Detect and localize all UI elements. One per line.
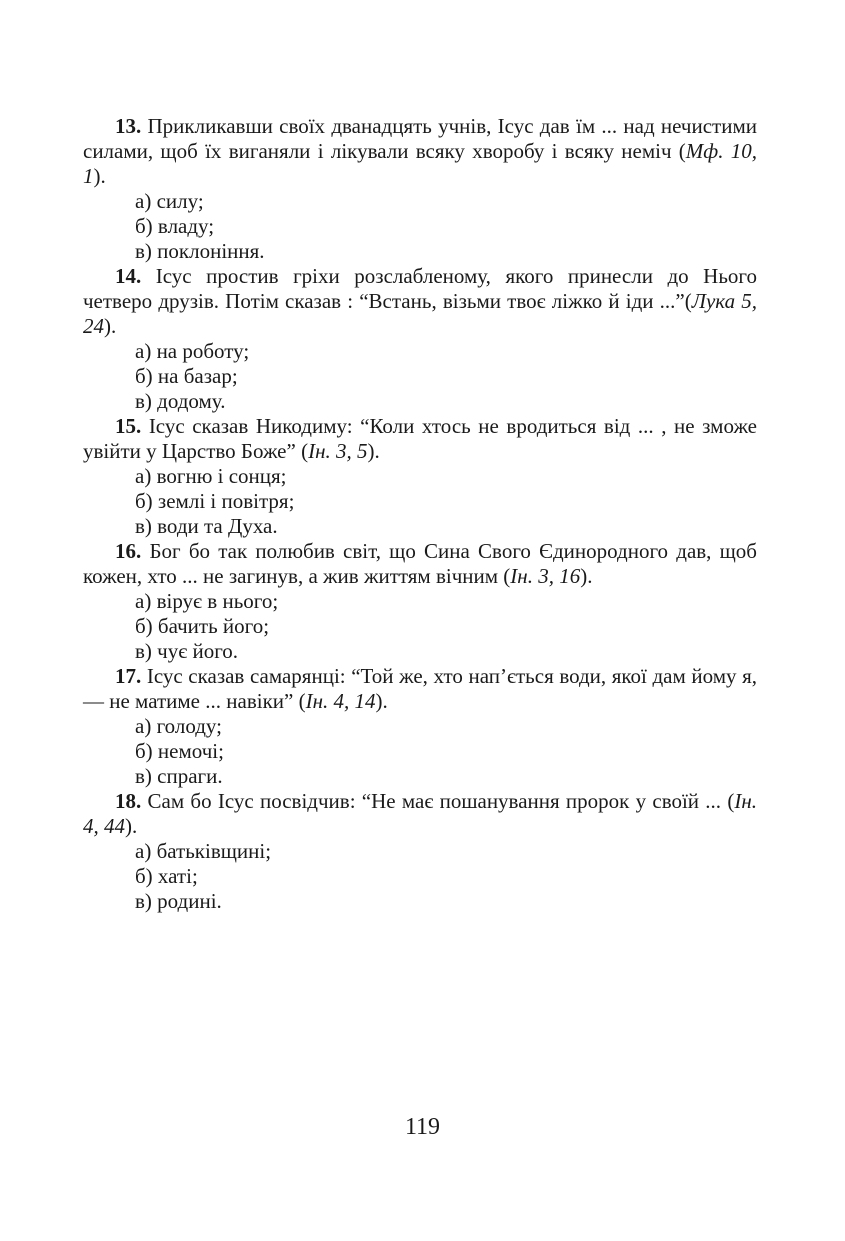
question-14 [83, 264, 757, 414]
scripture-reference: Лука 5, 24 [83, 289, 757, 338]
question-body: Бог бо так полюбив світ, що Сина Свого Єдинородного дав, щоб кожен, хто ... не загинув, а жив життям вічним ( [83, 539, 757, 588]
scripture-reference: Мф. 10, 1 [83, 139, 757, 188]
answer-option-b: б) немочі; [135, 739, 224, 763]
question-closing: ). [367, 439, 380, 463]
question-text [83, 789, 757, 839]
answer-option-a: а) на роботу; [135, 339, 250, 363]
question-number: 17. [115, 664, 142, 688]
answer-option-c: в) поклоніння. [135, 239, 265, 263]
question-number: 13. [115, 114, 142, 138]
answer-option-c: в) чує його. [135, 639, 239, 663]
answer-options [83, 339, 757, 414]
answer-options [83, 839, 757, 914]
question-13 [83, 114, 757, 264]
question-18 [83, 789, 757, 914]
page-number: 119 [404, 1114, 441, 1140]
question-closing: ). [93, 164, 106, 188]
page-body [83, 114, 757, 914]
answer-option-b: б) землі і повітря; [135, 489, 295, 513]
question-number: 15. [115, 414, 142, 438]
answer-option-a: а) вірує в нього; [135, 589, 279, 613]
question-body: Ісус простив гріхи розслабленому, якого принесли до Нього четверо друзів. Потім сказав : “Встань, візьми твоє ліжко й іди ...”( [83, 264, 757, 313]
question-body: Ісус сказав самарянці: “Той же, хто нап’ється води, якої дам йому я, — не матиме ... навіки” ( [83, 664, 757, 713]
answer-option-b: б) владу; [135, 214, 215, 238]
question-text [83, 264, 757, 339]
question-closing: ). [104, 314, 117, 338]
answer-option-b: б) хаті; [135, 864, 198, 888]
question-closing: ). [580, 564, 593, 588]
scripture-reference: Ін. 4, 14 [305, 689, 376, 713]
question-17 [83, 664, 757, 789]
question-body: Прикликавши своїх дванадцять учнів, Ісус дав їм ... над нечистими силами, щоб їх виганяли і лікували всяку хворобу і всяку неміч ( [83, 114, 757, 163]
answer-options [83, 189, 757, 264]
question-number: 16. [115, 539, 142, 563]
answer-option-c: в) родині. [135, 889, 222, 913]
answer-option-c: в) спраги. [135, 764, 223, 788]
answer-option-a: а) вогню і сонця; [135, 464, 287, 488]
question-16 [83, 539, 757, 664]
answer-options [83, 589, 757, 664]
scripture-reference: Ін. 3, 5 [308, 439, 368, 463]
question-15 [83, 414, 757, 539]
scripture-reference: Ін. 4, 44 [83, 789, 757, 838]
answer-option-a: а) силу; [135, 189, 204, 213]
question-closing: ). [125, 814, 138, 838]
question-text [83, 414, 757, 464]
question-text [83, 664, 757, 714]
answer-options [83, 464, 757, 539]
answer-options [83, 714, 757, 789]
answer-option-b: б) на базар; [135, 364, 238, 388]
question-text [83, 114, 757, 189]
question-body: Сам бо Ісус посвідчив: “Не має пошанування пророк у своїй ... ( [141, 789, 735, 813]
answer-option-c: в) додому. [135, 389, 226, 413]
answer-option-a: а) голоду; [135, 714, 222, 738]
question-closing: ). [375, 689, 388, 713]
question-text [83, 539, 757, 589]
answer-option-b: б) бачить його; [135, 614, 270, 638]
question-number: 18. [115, 789, 142, 813]
scripture-reference: Ін. 3, 16 [510, 564, 581, 588]
question-body: Ісус сказав Никодиму: “Коли хтось не вродиться від ... , не зможе увійти у Царство Боже” ( [83, 414, 757, 463]
question-number: 14. [115, 264, 142, 288]
answer-option-c: в) води та Духа. [135, 514, 278, 538]
answer-option-a: а) батьківщині; [135, 839, 272, 863]
